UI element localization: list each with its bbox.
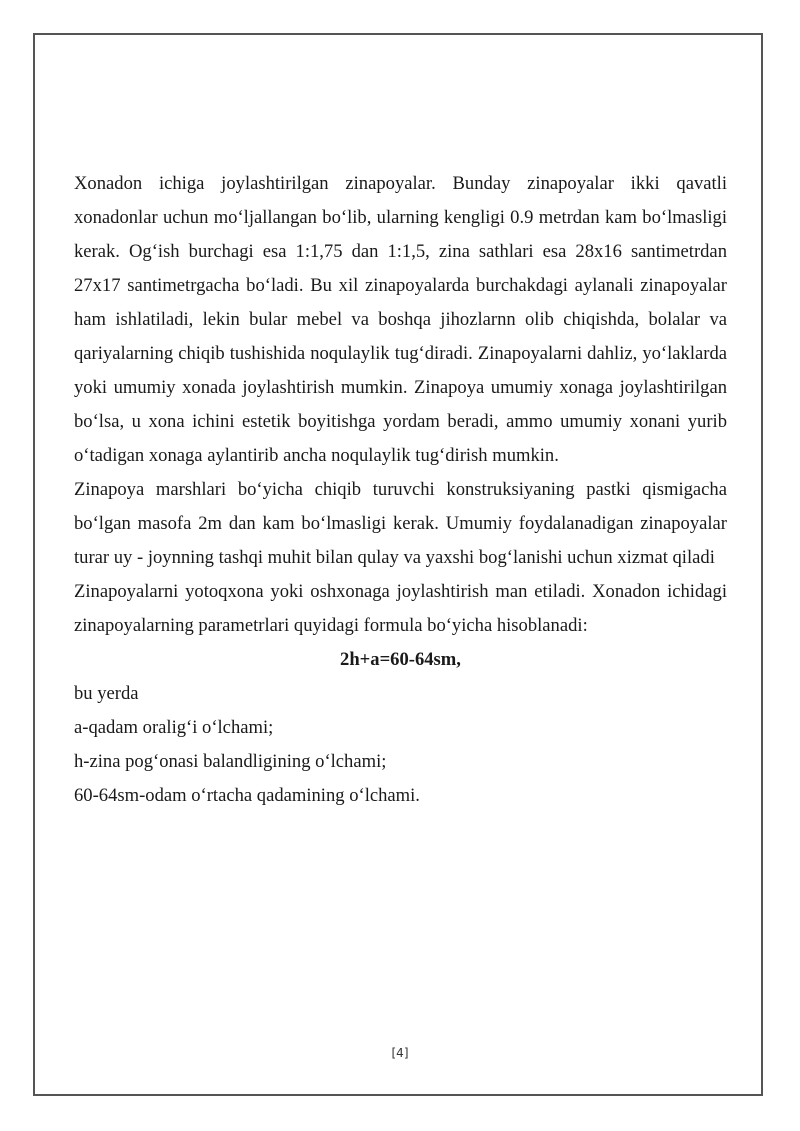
formula-variable-a: a-qadam oralig‘i o‘lchami; xyxy=(74,717,274,738)
formula-variable-h: h-zina pog‘onasi balandligining o‘lchami; xyxy=(74,751,387,772)
paragraph-placement-rule: Zinapoyalarni yotoqxona yoki oshxonaga joylashtirish man etiladi. Xonadon ichidagi zinapoyalarning parametrlari quyidagi formula bo‘yicha hisoblanadi: xyxy=(74,581,727,636)
paragraph-march-clearance: Zinapoya marshlari bo‘yicha chiqib turuvchi konstruksiyaning pastki qismigacha bo‘lgan masofa 2m dan kam bo‘lmasligi kerak. Umumiy foydalanadigan zinapoyalar turar uy - joynning tashqi muhit bilan qulay va yaxshi bog‘lanishi uchun xizmat qiladi xyxy=(74,479,727,568)
paragraph-stair-types: Xonadon ichiga joylashtirilgan zinapoyalar. Bunday zinapoyalar ikki qavatli xonadonlar uchun mo‘ljallangan bo‘lib, ularning kengligi 0.9 metrdan kam bo‘lmasligi kerak. Og‘ish burchagi esa 1:1,75 dan 1:1,5, zina sathlari esa 28x16 santimetrdan 27x17 santimetrgacha bo‘ladi. Bu xil zinapoyalarda burchakdagi aylanali zinapoyalar ham ishlatiladi, lekin bular mebel va boshqa jihozlarnn olib chiqishda, bolalar va qariyalarning chiqib tushishida noqulaylik tug‘diradi. Zinapoyalarni dahliz, yo‘laklarda yoki umumiy xonada joylashtirish mumkin. Zinapoya umumiy xonaga joylashtirilgan bo‘lsa, u xona ichini estetik boyitishga yordam beradi, ammo umumiy xonani yurib o‘tadigan xonaga aylantirib ancha noqulaylik tug‘dirish mumkin. xyxy=(74,173,727,466)
formula-intro: bu yerda xyxy=(74,683,139,704)
formula-step-length: 60-64sm-odam o‘rtacha qadamining o‘lchami. xyxy=(74,785,420,806)
document-body xyxy=(74,167,727,813)
stair-formula: 2h+a=60-64sm, xyxy=(340,649,461,670)
page-number: [4] xyxy=(391,1046,409,1060)
